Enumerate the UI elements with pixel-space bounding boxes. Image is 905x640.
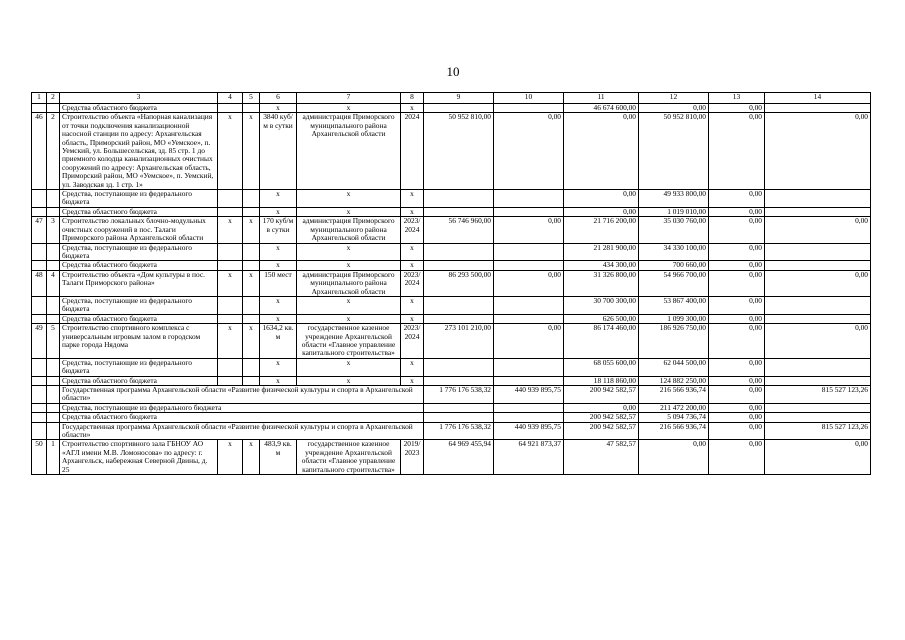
- col5-value: х: [243, 217, 260, 243]
- table-row: [32, 261, 871, 270]
- object-name: Средства областного бюджета: [60, 104, 218, 113]
- period: х: [401, 358, 424, 376]
- capacity: х: [260, 243, 297, 261]
- table-row: [32, 376, 871, 385]
- total-row: [32, 386, 871, 404]
- table-row: [32, 296, 871, 314]
- table-row: [32, 207, 871, 216]
- object-name: Средства областного бюджета: [60, 376, 218, 385]
- col13-value: 0,00: [709, 376, 765, 385]
- object-name: Средства областного бюджета: [60, 207, 218, 216]
- col13-value: 0,00: [709, 104, 765, 113]
- col12-value: 0,00: [639, 440, 709, 475]
- col9-value: 273 101 210,00: [424, 324, 494, 359]
- capacity: х: [260, 104, 297, 113]
- total-v12: 216 566 936,74: [639, 386, 709, 404]
- column-header: 5: [243, 93, 260, 104]
- col14-value: [765, 314, 871, 323]
- total-label: Государственная программа Архангельской области «Развитие физической культуры и спорта в Архангельской области»: [60, 386, 424, 404]
- total-v9: 1 776 176 538,32: [424, 386, 494, 404]
- col11-value: 626 500,00: [564, 314, 639, 323]
- executor: администрация Приморского муниципального района Архангельской области: [297, 113, 401, 190]
- table-row: [32, 314, 871, 323]
- col4-value: [218, 376, 243, 385]
- capacity: х: [260, 190, 297, 208]
- row-number: 50: [32, 440, 47, 475]
- table-row: [32, 440, 871, 475]
- col9-value: [424, 314, 494, 323]
- col13-value: 0,00: [709, 113, 765, 190]
- col11-value: 31 326 800,00: [564, 270, 639, 296]
- col12-value: 62 044 500,00: [639, 358, 709, 376]
- capacity: 3840 куб/м в сутки: [260, 113, 297, 190]
- row-number: 49: [32, 324, 47, 359]
- col12-value: 50 952 810,00: [639, 113, 709, 190]
- col11-value: 0,00: [564, 190, 639, 208]
- col14-value: [765, 296, 871, 314]
- col9-value: [424, 207, 494, 216]
- total-v13: 0,00: [709, 422, 765, 440]
- row-number: [32, 261, 47, 270]
- col11-value: 30 700 300,00: [564, 296, 639, 314]
- col10-value: 0,00: [494, 270, 564, 296]
- object-name: Средства, поступающие из федерального бюджета: [60, 243, 218, 261]
- capacity: 170 куб/м в сутки: [260, 217, 297, 243]
- sub-number: 2: [47, 113, 60, 190]
- sub-number: 1: [47, 440, 60, 475]
- col13-value: 0,00: [709, 243, 765, 261]
- sub-number: [47, 314, 60, 323]
- total-v11: 200 942 582,57: [564, 413, 639, 422]
- period: х: [401, 376, 424, 385]
- total-v10: [494, 413, 564, 422]
- period: 2023/ 2024: [401, 217, 424, 243]
- sub-number: [47, 190, 60, 208]
- col10-value: 0,00: [494, 217, 564, 243]
- budget-table: [31, 92, 871, 475]
- row-number: 47: [32, 217, 47, 243]
- total-row: [32, 422, 871, 440]
- row-number: [32, 403, 47, 412]
- row-number: [32, 413, 47, 422]
- col4-value: х: [218, 270, 243, 296]
- sub-number: 4: [47, 270, 60, 296]
- col11-value: 0,00: [564, 207, 639, 216]
- total-v13: 0,00: [709, 413, 765, 422]
- executor: х: [297, 261, 401, 270]
- col14-value: [765, 190, 871, 208]
- period: х: [401, 261, 424, 270]
- col12-value: 53 867 400,00: [639, 296, 709, 314]
- col9-value: 56 746 960,00: [424, 217, 494, 243]
- column-header: 3: [60, 93, 218, 104]
- col5-value: [243, 190, 260, 208]
- col10-value: [494, 261, 564, 270]
- object-name: Средства областного бюджета: [60, 261, 218, 270]
- col9-value: 50 952 810,00: [424, 113, 494, 190]
- row-number: [32, 243, 47, 261]
- col13-value: 0,00: [709, 314, 765, 323]
- capacity: х: [260, 296, 297, 314]
- period: 2023/ 2024: [401, 270, 424, 296]
- sub-number: [47, 422, 60, 440]
- total-label: Государственная программа Архангельской области «Развитие физической культуры и спорта в Архангельской области»: [60, 422, 424, 440]
- total-v14: [765, 413, 871, 422]
- executor: администрация Приморского муниципального района Архангельской области: [297, 270, 401, 296]
- col11-value: 434 300,00: [564, 261, 639, 270]
- col13-value: 0,00: [709, 324, 765, 359]
- executor: х: [297, 314, 401, 323]
- col4-value: [218, 243, 243, 261]
- column-header: 13: [709, 93, 765, 104]
- table-row: [32, 113, 871, 190]
- object-name: Строительство локальных блочно-модульных очистных сооружений в пос. Талаги Приморского района Архангельской области: [60, 217, 218, 243]
- col9-value: [424, 376, 494, 385]
- col14-value: [765, 104, 871, 113]
- row-number: 48: [32, 270, 47, 296]
- period: х: [401, 243, 424, 261]
- col13-value: 0,00: [709, 440, 765, 475]
- col4-value: [218, 207, 243, 216]
- col5-value: [243, 314, 260, 323]
- column-header: 14: [765, 93, 871, 104]
- row-number: [32, 190, 47, 208]
- executor: х: [297, 207, 401, 216]
- col12-value: 35 030 760,00: [639, 217, 709, 243]
- col14-value: [765, 261, 871, 270]
- column-header: 9: [424, 93, 494, 104]
- col10-value: [494, 376, 564, 385]
- col9-value: 64 969 455,94: [424, 440, 494, 475]
- total-v14: [765, 403, 871, 412]
- total-v10: 440 939 895,75: [494, 386, 564, 404]
- col5-value: х: [243, 113, 260, 190]
- total-label: Средства областного бюджета: [60, 413, 424, 422]
- sub-number: [47, 207, 60, 216]
- col12-value: 1 019 010,00: [639, 207, 709, 216]
- capacity: х: [260, 358, 297, 376]
- object-name: Строительство объекта «Дом культуры в пос. Талаги Приморского района»: [60, 270, 218, 296]
- col14-value: [765, 207, 871, 216]
- column-header: 12: [639, 93, 709, 104]
- col11-value: 46 674 600,00: [564, 104, 639, 113]
- sub-number: [47, 386, 60, 404]
- total-row: [32, 403, 871, 412]
- object-name: Средства, поступающие из федерального бюджета: [60, 190, 218, 208]
- column-header: 1: [32, 93, 47, 104]
- executor: государственное казенное учреждение Архангельской области «Главное управление капитального строительства»: [297, 324, 401, 359]
- col12-value: 54 966 700,00: [639, 270, 709, 296]
- object-name: Строительство спортивного зала ГБНОУ АО «АГЛ имени М.В. Ломоносова» по адресу: г. Архангельск, набережная Северной Двины, д. 25: [60, 440, 218, 475]
- col14-value: 0,00: [765, 217, 871, 243]
- col5-value: х: [243, 440, 260, 475]
- total-v12: 211 472 200,00: [639, 403, 709, 412]
- col12-value: 186 926 750,00: [639, 324, 709, 359]
- sub-number: [47, 261, 60, 270]
- row-number: [32, 314, 47, 323]
- col9-value: [424, 243, 494, 261]
- table-row: [32, 104, 871, 113]
- sub-number: [47, 243, 60, 261]
- col10-value: 0,00: [494, 113, 564, 190]
- col5-value: [243, 376, 260, 385]
- col11-value: 68 055 600,00: [564, 358, 639, 376]
- col5-value: х: [243, 270, 260, 296]
- col14-value: 0,00: [765, 270, 871, 296]
- col13-value: 0,00: [709, 358, 765, 376]
- executor: х: [297, 190, 401, 208]
- col4-value: [218, 296, 243, 314]
- col13-value: 0,00: [709, 190, 765, 208]
- col13-value: 0,00: [709, 296, 765, 314]
- col4-value: х: [218, 324, 243, 359]
- row-number: 46: [32, 113, 47, 190]
- total-v11: 200 942 582,57: [564, 386, 639, 404]
- total-v12: 5 094 736,74: [639, 413, 709, 422]
- col10-value: [494, 358, 564, 376]
- sub-number: [47, 104, 60, 113]
- sub-number: [47, 403, 60, 412]
- col11-value: 47 582,57: [564, 440, 639, 475]
- col14-value: 0,00: [765, 113, 871, 190]
- col10-value: [494, 190, 564, 208]
- column-header: 6: [260, 93, 297, 104]
- col4-value: [218, 261, 243, 270]
- executor: администрация Приморского муниципального района Архангельской области: [297, 217, 401, 243]
- total-v13: 0,00: [709, 403, 765, 412]
- col11-value: 0,00: [564, 113, 639, 190]
- total-v9: 1 776 176 538,32: [424, 422, 494, 440]
- capacity: х: [260, 261, 297, 270]
- period: х: [401, 104, 424, 113]
- period: х: [401, 296, 424, 314]
- row-number: [32, 207, 47, 216]
- column-header: 8: [401, 93, 424, 104]
- column-header: 10: [494, 93, 564, 104]
- col4-value: х: [218, 113, 243, 190]
- col5-value: [243, 296, 260, 314]
- period: 2024: [401, 113, 424, 190]
- executor: х: [297, 104, 401, 113]
- col9-value: [424, 261, 494, 270]
- executor: х: [297, 376, 401, 385]
- capacity: 483,9 кв. м: [260, 440, 297, 475]
- col12-value: 0,00: [639, 104, 709, 113]
- col10-value: [494, 296, 564, 314]
- col4-value: х: [218, 440, 243, 475]
- executor: государственное казенное учреждение Архангельской области «Главное управление капитального строительства»: [297, 440, 401, 475]
- sub-number: [47, 358, 60, 376]
- col4-value: х: [218, 217, 243, 243]
- capacity: 150 мест: [260, 270, 297, 296]
- col13-value: 0,00: [709, 217, 765, 243]
- col4-value: [218, 190, 243, 208]
- col9-value: [424, 296, 494, 314]
- object-name: Средства, поступающие из федерального бюджета: [60, 358, 218, 376]
- col12-value: 1 099 300,00: [639, 314, 709, 323]
- page-number: 10: [446, 64, 460, 79]
- capacity: х: [260, 376, 297, 385]
- col5-value: [243, 207, 260, 216]
- period: 2019/ 2023: [401, 440, 424, 475]
- period: х: [401, 190, 424, 208]
- col5-value: [243, 104, 260, 113]
- sub-number: [47, 413, 60, 422]
- total-v13: 0,00: [709, 386, 765, 404]
- col14-value: [765, 358, 871, 376]
- total-label: Средства, поступающие из федерального бюджета: [60, 403, 424, 412]
- col14-value: [765, 376, 871, 385]
- col12-value: 124 882 250,00: [639, 376, 709, 385]
- object-name: Средства областного бюджета: [60, 314, 218, 323]
- row-number: [32, 104, 47, 113]
- col9-value: [424, 190, 494, 208]
- total-v9: [424, 403, 494, 412]
- total-v10: [494, 403, 564, 412]
- table-row: [32, 217, 871, 243]
- col10-value: 64 921 873,37: [494, 440, 564, 475]
- total-v12: 216 566 936,74: [639, 422, 709, 440]
- col12-value: 49 933 800,00: [639, 190, 709, 208]
- col4-value: [218, 358, 243, 376]
- sub-number: 5: [47, 324, 60, 359]
- col13-value: 0,00: [709, 207, 765, 216]
- row-number: [32, 422, 47, 440]
- row-number: [32, 386, 47, 404]
- col5-value: [243, 358, 260, 376]
- col4-value: [218, 314, 243, 323]
- period: 2023/ 2024: [401, 324, 424, 359]
- total-v14: 815 527 123,26: [765, 386, 871, 404]
- col11-value: 21 716 200,00: [564, 217, 639, 243]
- table-row: [32, 324, 871, 359]
- total-v11: 0,00: [564, 403, 639, 412]
- col13-value: 0,00: [709, 261, 765, 270]
- column-header: 4: [218, 93, 243, 104]
- sub-number: 3: [47, 217, 60, 243]
- object-name: Строительство объекта «Напорная канализация от точки подключения канализационной насосной станции по адресу: Архангельская область, Приморский район, МО «Уемское», п. Уемский, ул. Большесельская, зд. 85 стр. 1 до приемного колодца канализационных очистных сооружений по адресу: Архангельская область, Приморский район, МО «Уемское», п. Уемский, ул. Заводская зд. 1 стр. 1»: [60, 113, 218, 190]
- col14-value: 0,00: [765, 440, 871, 475]
- total-row: [32, 413, 871, 422]
- capacity: х: [260, 314, 297, 323]
- executor: х: [297, 296, 401, 314]
- col5-value: [243, 261, 260, 270]
- col13-value: 0,00: [709, 270, 765, 296]
- executor: х: [297, 358, 401, 376]
- object-name: Средства, поступающие из федерального бюджета: [60, 296, 218, 314]
- executor: х: [297, 243, 401, 261]
- table-row: [32, 243, 871, 261]
- object-name: Строительство спортивного комплекса с универсальным игровым залом в городском парке города Нядома: [60, 324, 218, 359]
- col14-value: [765, 243, 871, 261]
- col9-value: 86 293 500,00: [424, 270, 494, 296]
- column-header: 7: [297, 93, 401, 104]
- col12-value: 34 330 100,00: [639, 243, 709, 261]
- total-v9: [424, 413, 494, 422]
- total-v14: 815 527 123,26: [765, 422, 871, 440]
- column-header: 11: [564, 93, 639, 104]
- sub-number: [47, 376, 60, 385]
- col10-value: [494, 104, 564, 113]
- col14-value: 0,00: [765, 324, 871, 359]
- col9-value: [424, 358, 494, 376]
- sub-number: [47, 296, 60, 314]
- col11-value: 86 174 460,00: [564, 324, 639, 359]
- table-row: [32, 190, 871, 208]
- row-number: [32, 296, 47, 314]
- col11-value: 21 281 900,00: [564, 243, 639, 261]
- row-number: [32, 376, 47, 385]
- row-number: [32, 358, 47, 376]
- col5-value: х: [243, 324, 260, 359]
- col9-value: [424, 104, 494, 113]
- capacity: 1634,2 кв. м: [260, 324, 297, 359]
- col11-value: 18 118 860,00: [564, 376, 639, 385]
- capacity: х: [260, 207, 297, 216]
- col5-value: [243, 243, 260, 261]
- col12-value: 700 660,00: [639, 261, 709, 270]
- period: х: [401, 314, 424, 323]
- col10-value: [494, 207, 564, 216]
- table-row: [32, 358, 871, 376]
- col4-value: [218, 104, 243, 113]
- total-v11: 200 942 582,57: [564, 422, 639, 440]
- total-v10: 440 939 895,75: [494, 422, 564, 440]
- period: х: [401, 207, 424, 216]
- column-header: 2: [47, 93, 60, 104]
- table-row: [32, 270, 871, 296]
- col10-value: 0,00: [494, 324, 564, 359]
- col10-value: [494, 243, 564, 261]
- col10-value: [494, 314, 564, 323]
- column-number-row: [32, 93, 871, 104]
